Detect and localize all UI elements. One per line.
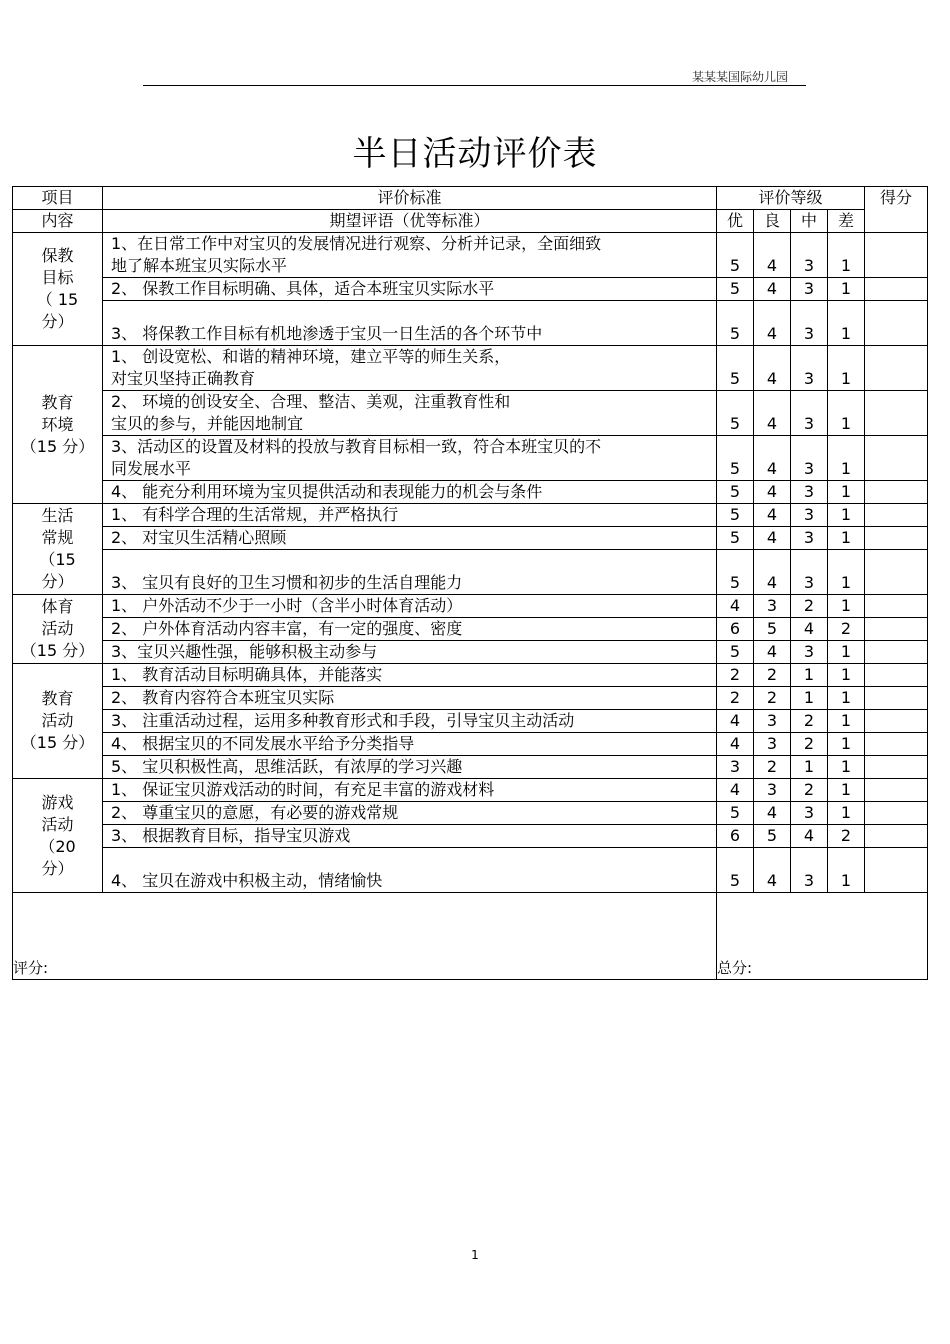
header-item-cell: 项目 [13, 187, 103, 210]
grade-excellent-points: 6 [717, 825, 754, 848]
grade-poor-points: 1 [828, 550, 865, 595]
grade-good-points: 4 [754, 504, 791, 527]
score-input-cell[interactable] [865, 278, 928, 301]
grade-good-points: 4 [754, 802, 791, 825]
grade-poor-points: 1 [828, 848, 865, 893]
grade-excellent-points: 5 [717, 802, 754, 825]
grade-excellent-points: 5 [717, 481, 754, 504]
grade-poor-points: 1 [828, 802, 865, 825]
criteria-row [13, 346, 928, 391]
criteria-row [13, 504, 928, 527]
grade-poor-points: 2 [828, 618, 865, 641]
grade-poor-points: 1 [828, 436, 865, 481]
grade-excellent-points: 3 [717, 756, 754, 779]
comment-label: 评分: [13, 959, 49, 977]
grade-good-points: 4 [754, 527, 791, 550]
header-grade-excellent: 优 [717, 210, 754, 233]
criterion-text: 3、活动区的设置及材料的投放与教育目标相一致，符合本班宝贝的不 同发展水平 [103, 436, 717, 481]
grade-medium-points: 3 [791, 550, 828, 595]
grade-medium-points: 1 [791, 687, 828, 710]
grade-poor-points: 1 [828, 391, 865, 436]
score-input-cell[interactable] [865, 346, 928, 391]
grade-good-points: 2 [754, 664, 791, 687]
score-input-cell[interactable] [865, 802, 928, 825]
grade-medium-points: 2 [791, 710, 828, 733]
score-input-cell[interactable] [865, 595, 928, 618]
criteria-row [13, 436, 928, 481]
grade-excellent-points: 2 [717, 687, 754, 710]
criteria-row [13, 687, 928, 710]
score-input-cell[interactable] [865, 481, 928, 504]
score-input-cell[interactable] [865, 756, 928, 779]
grade-excellent-points: 4 [717, 710, 754, 733]
grade-poor-points: 1 [828, 346, 865, 391]
grade-excellent-points: 4 [717, 595, 754, 618]
criterion-text: 2、 环境的创设安全、合理、整洁、美观，注重教育性和 宝贝的参与，并能因地制宜 [103, 391, 717, 436]
grade-good-points: 4 [754, 233, 791, 278]
grade-poor-points: 1 [828, 779, 865, 802]
grade-medium-points: 3 [791, 301, 828, 346]
grade-good-points: 3 [754, 733, 791, 756]
grade-excellent-points: 5 [717, 301, 754, 346]
criterion-text: 3、宝贝兴趣性强，能够积极主动参与 [103, 641, 717, 664]
header-score-cell: 得分 [865, 187, 928, 233]
header-standard-cell: 评价标准 [103, 187, 717, 210]
score-input-cell[interactable] [865, 687, 928, 710]
score-input-cell[interactable] [865, 550, 928, 595]
grade-good-points: 2 [754, 756, 791, 779]
grade-medium-points: 4 [791, 825, 828, 848]
criteria-row [13, 802, 928, 825]
grade-poor-points: 1 [828, 278, 865, 301]
grade-good-points: 4 [754, 278, 791, 301]
score-input-cell[interactable] [865, 527, 928, 550]
grade-excellent-points: 5 [717, 436, 754, 481]
grade-medium-points: 3 [791, 391, 828, 436]
grade-good-points: 3 [754, 779, 791, 802]
criterion-text: 1、 有科学合理的生活常规，并严格执行 [103, 504, 717, 527]
grade-medium-points: 2 [791, 595, 828, 618]
grade-excellent-points: 5 [717, 391, 754, 436]
grade-good-points: 4 [754, 346, 791, 391]
criterion-text: 4、 能充分利用环境为宝贝提供活动和表现能力的机会与条件 [103, 481, 717, 504]
grade-excellent-points: 5 [717, 848, 754, 893]
score-input-cell[interactable] [865, 848, 928, 893]
grade-poor-points: 1 [828, 504, 865, 527]
grade-good-points: 4 [754, 848, 791, 893]
grade-good-points: 5 [754, 618, 791, 641]
grade-poor-points: 1 [828, 527, 865, 550]
summary-row [13, 893, 928, 980]
grade-good-points: 5 [754, 825, 791, 848]
category-cell: 教育 环境 （15 分） [13, 346, 103, 504]
grade-good-points: 2 [754, 687, 791, 710]
score-input-cell[interactable] [865, 301, 928, 346]
grade-good-points: 4 [754, 481, 791, 504]
grade-good-points: 3 [754, 595, 791, 618]
grade-medium-points: 3 [791, 848, 828, 893]
grade-good-points: 4 [754, 391, 791, 436]
grade-poor-points: 1 [828, 301, 865, 346]
header-grade-good: 良 [754, 210, 791, 233]
grade-medium-points: 3 [791, 802, 828, 825]
header-row-1 [13, 187, 928, 210]
grade-poor-points: 1 [828, 233, 865, 278]
criterion-text: 1、 户外活动不少于一小时（含半小时体育活动） [103, 595, 717, 618]
page-header-rule [143, 85, 806, 86]
criterion-text: 2、 保教工作目标明确、具体，适合本班宝贝实际水平 [103, 278, 717, 301]
category-cell: 生活 常规 （15 分） [13, 504, 103, 595]
total-score-cell[interactable] [717, 893, 928, 980]
category-cell: 体育 活动 （15 分） [13, 595, 103, 664]
grade-excellent-points: 5 [717, 550, 754, 595]
criteria-row [13, 779, 928, 802]
grade-excellent-points: 5 [717, 233, 754, 278]
score-input-cell[interactable] [865, 733, 928, 756]
criteria-row [13, 481, 928, 504]
grade-excellent-points: 5 [717, 641, 754, 664]
criterion-text: 3、 宝贝有良好的卫生习惯和初步的生活自理能力 [103, 550, 717, 595]
grade-poor-points: 1 [828, 595, 865, 618]
score-input-cell[interactable] [865, 641, 928, 664]
grade-medium-points: 2 [791, 733, 828, 756]
grade-poor-points: 1 [828, 641, 865, 664]
criteria-row [13, 595, 928, 618]
grade-poor-points: 1 [828, 710, 865, 733]
criterion-text: 1、 保证宝贝游戏活动的时间，有充足丰富的游戏材料 [103, 779, 717, 802]
criteria-row [13, 733, 928, 756]
grade-medium-points: 3 [791, 504, 828, 527]
grade-medium-points: 4 [791, 618, 828, 641]
criterion-text: 4、 宝贝在游戏中积极主动，情绪愉快 [103, 848, 717, 893]
comment-cell[interactable] [13, 893, 717, 980]
total-score-label: 总分: [717, 959, 753, 977]
category-cell: 游戏 活动 （20 分） [13, 779, 103, 893]
criteria-row [13, 301, 928, 346]
criterion-text: 3、 根据教育目标，指导宝贝游戏 [103, 825, 717, 848]
criteria-row [13, 664, 928, 687]
grade-excellent-points: 4 [717, 733, 754, 756]
grade-excellent-points: 5 [717, 504, 754, 527]
grade-poor-points: 2 [828, 825, 865, 848]
criterion-text: 1、在日常工作中对宝贝的发展情况进行观察、分析并记录，全面细致 地了解本班宝贝实际水平 [103, 233, 717, 278]
grade-poor-points: 1 [828, 756, 865, 779]
grade-excellent-points: 5 [717, 346, 754, 391]
criteria-row [13, 641, 928, 664]
criterion-text: 2、 户外体育活动内容丰富，有一定的强度、密度 [103, 618, 717, 641]
criteria-row [13, 550, 928, 595]
grade-medium-points: 3 [791, 278, 828, 301]
score-input-cell[interactable] [865, 825, 928, 848]
grade-good-points: 4 [754, 550, 791, 595]
header-row-2 [13, 210, 928, 233]
criterion-text: 1、 创设宽松、和谐的精神环境，建立平等的师生关系， 对宝贝坚持正确教育 [103, 346, 717, 391]
score-input-cell[interactable] [865, 436, 928, 481]
criteria-row [13, 710, 928, 733]
grade-medium-points: 3 [791, 233, 828, 278]
criterion-text: 3、 将保教工作目标有机地渗透于宝贝一日生活的各个环节中 [103, 301, 717, 346]
grade-excellent-points: 4 [717, 779, 754, 802]
criteria-row [13, 756, 928, 779]
grade-medium-points: 3 [791, 641, 828, 664]
grade-good-points: 4 [754, 641, 791, 664]
grade-good-points: 3 [754, 710, 791, 733]
criterion-text: 2、 尊重宝贝的意愿，有必要的游戏常规 [103, 802, 717, 825]
grade-poor-points: 1 [828, 664, 865, 687]
header-grade-medium: 中 [791, 210, 828, 233]
grade-medium-points: 3 [791, 527, 828, 550]
header-grade-poor: 差 [828, 210, 865, 233]
criteria-row [13, 825, 928, 848]
score-input-cell[interactable] [865, 233, 928, 278]
grade-medium-points: 3 [791, 436, 828, 481]
criterion-text: 2、 对宝贝生活精心照顾 [103, 527, 717, 550]
header-expectation-cell: 期望评语（优等标准） [103, 210, 717, 233]
criteria-row [13, 848, 928, 893]
category-cell: 教育 活动 （15 分） [13, 664, 103, 779]
criteria-row [13, 278, 928, 301]
grade-excellent-points: 5 [717, 278, 754, 301]
score-input-cell[interactable] [865, 618, 928, 641]
grade-good-points: 4 [754, 436, 791, 481]
category-cell: 保教 目标 （ 15 分） [13, 233, 103, 346]
criteria-row [13, 618, 928, 641]
score-input-cell[interactable] [865, 710, 928, 733]
grade-excellent-points: 6 [717, 618, 754, 641]
header-content-cell: 内容 [13, 210, 103, 233]
criteria-row [13, 527, 928, 550]
evaluation-table [12, 186, 928, 980]
header-grade-cell: 评价等级 [717, 187, 865, 210]
page-header-organization: 某某某国际幼儿园 [692, 70, 789, 84]
criteria-row [13, 233, 928, 278]
score-input-cell[interactable] [865, 779, 928, 802]
grade-good-points: 4 [754, 301, 791, 346]
criterion-text: 1、 教育活动目标明确具体，并能落实 [103, 664, 717, 687]
grade-excellent-points: 5 [717, 527, 754, 550]
grade-poor-points: 1 [828, 687, 865, 710]
grade-poor-points: 1 [828, 733, 865, 756]
grade-medium-points: 1 [791, 664, 828, 687]
criterion-text: 4、 根据宝贝的不同发展水平给予分类指导 [103, 733, 717, 756]
grade-medium-points: 1 [791, 756, 828, 779]
score-input-cell[interactable] [865, 504, 928, 527]
criterion-text: 5、 宝贝积极性高，思维活跃，有浓厚的学习兴趣 [103, 756, 717, 779]
score-input-cell[interactable] [865, 664, 928, 687]
grade-medium-points: 2 [791, 779, 828, 802]
grade-medium-points: 3 [791, 481, 828, 504]
page-number: 1 [471, 1248, 479, 1262]
document-title: 半日活动评价表 [352, 134, 598, 174]
grade-excellent-points: 2 [717, 664, 754, 687]
criterion-text: 3、 注重活动过程，运用多种教育形式和手段，引导宝贝主动活动 [103, 710, 717, 733]
grade-medium-points: 3 [791, 346, 828, 391]
score-input-cell[interactable] [865, 391, 928, 436]
criterion-text: 2、 教育内容符合本班宝贝实际 [103, 687, 717, 710]
criteria-row [13, 391, 928, 436]
grade-poor-points: 1 [828, 481, 865, 504]
